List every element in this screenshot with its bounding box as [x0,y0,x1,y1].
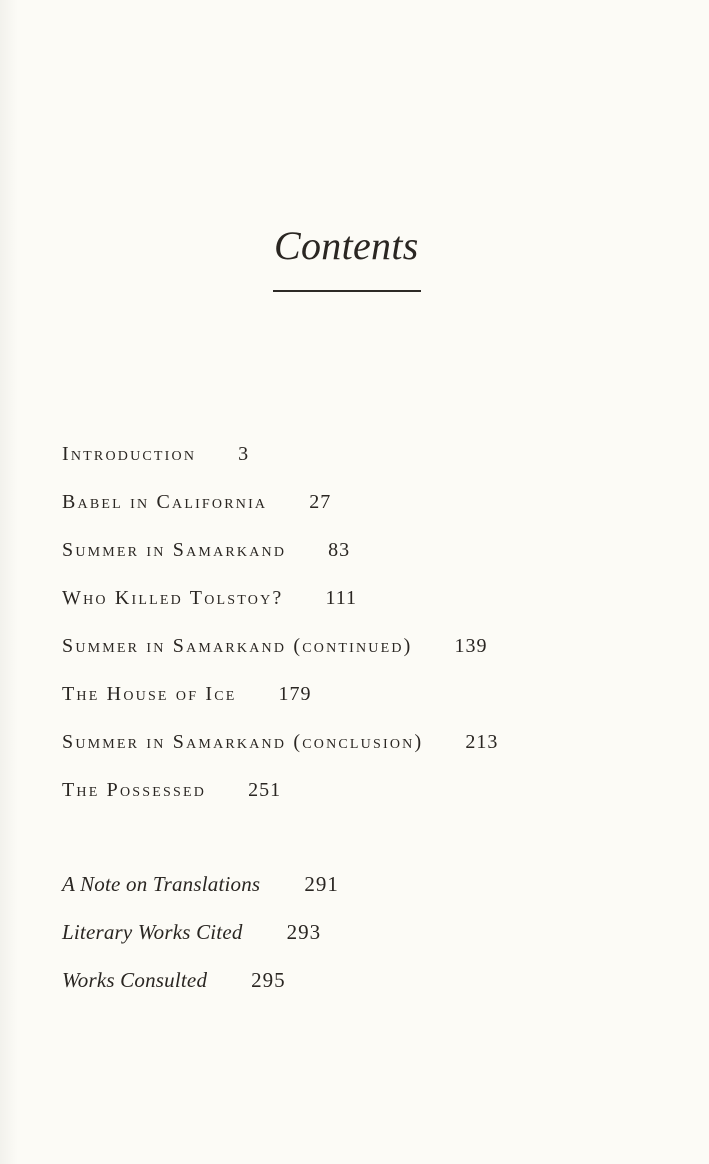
entry-title: The Possessed [62,779,207,801]
title-rule [273,290,421,292]
toc-entry [62,964,682,1012]
entry-page: 27 [309,491,332,513]
entry-page: 111 [325,587,357,609]
entry-title: Who Killed Tolstoy? [62,587,284,609]
entry-title: A Note on Translations [62,872,261,896]
entry-page: 83 [328,539,351,561]
entry-title: Summer in Samarkand [62,539,287,561]
toc-entry [62,774,682,822]
entry-page: 295 [251,968,286,992]
toc-entry [62,678,682,726]
entry-page: 3 [238,443,250,465]
entry-page: 251 [248,779,282,801]
chapter-list [62,438,682,822]
toc-entry [62,726,682,774]
toc-entry [62,582,682,630]
entry-page: 213 [465,731,499,753]
entry-page: 139 [454,635,488,657]
toc-entry [62,486,682,534]
entry-title: The House of Ice [62,683,237,705]
entry-title: Literary Works Cited [62,920,243,944]
toc-entry [62,868,682,916]
toc-entry [62,630,682,678]
entry-page: 179 [278,683,312,705]
entry-title: Introduction [62,443,197,465]
entry-title: Works Consulted [62,968,208,992]
entry-page: 293 [286,920,322,944]
toc-entry [62,534,682,582]
entry-page: 291 [304,872,339,896]
toc-entry [62,916,682,964]
toc-entry [62,438,682,486]
entry-title: Summer in Samarkand (conclusion) [62,731,424,753]
entry-title: Summer in Samarkand (continued) [62,635,413,657]
back-matter-list [62,868,682,1012]
entry-title: Babel in California [62,491,268,513]
contents-title: Contents [274,223,419,268]
